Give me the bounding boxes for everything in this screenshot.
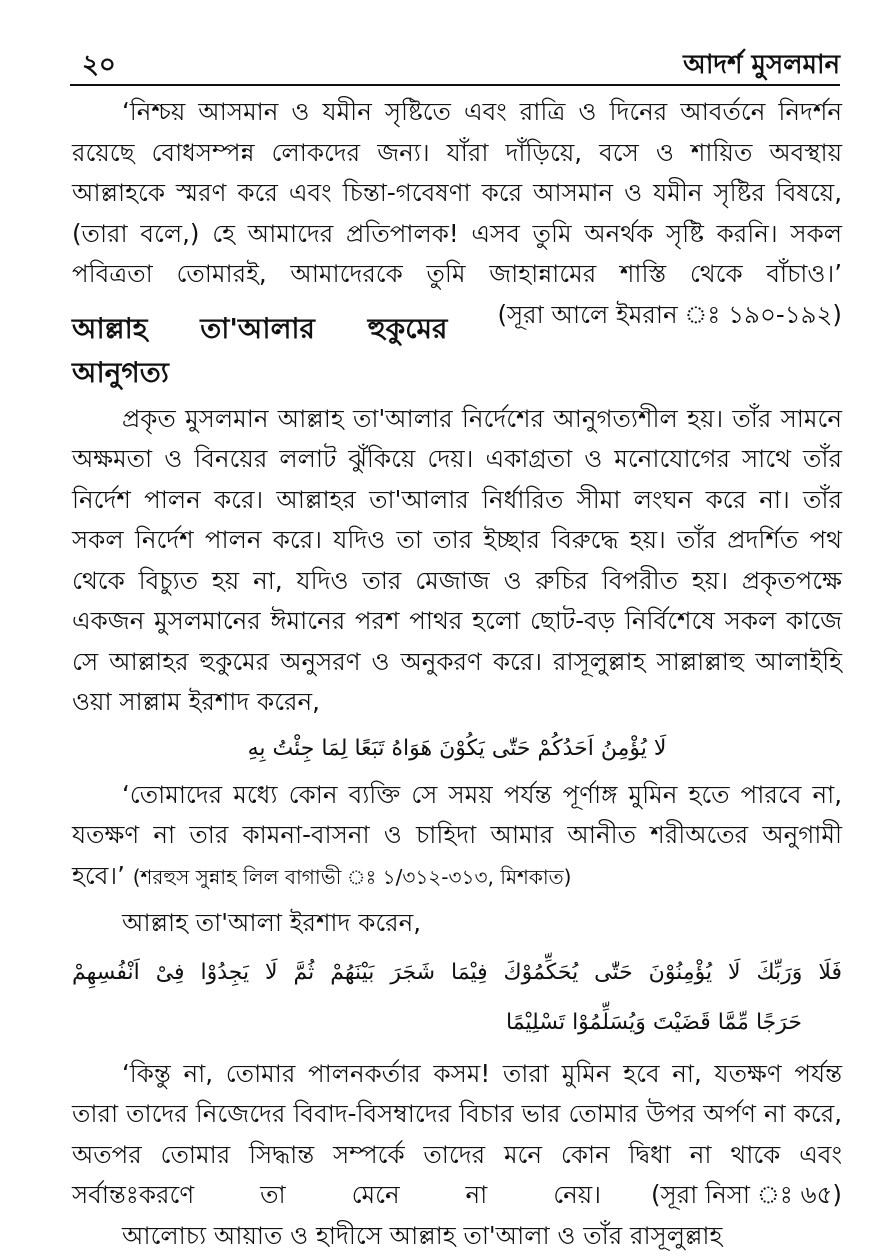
quran-translation-paragraph: [72, 92, 842, 329]
ayah-translation-paragraph: [72, 1054, 842, 1216]
hadith-translation-paragraph: [72, 775, 842, 898]
paragraph-text: ‘নিশ্চয় আসমান ও যমীন সৃষ্টিতে এবং রাত্রি ও দিনের আবর্তনে নিদর্শন রয়েছে বোধসম্পন্ন লোকদের জন্য। যাঁরা দাঁড়িয়ে, বসে ও শায়িত অবস্থায় আল্লাহকে স্মরণ করে এবং চিন্তা-গবেষণা করে আসমান ও যমীন সৃষ্টির বিষয়ে, (তারা বলে,) হে আমাদের প্রতিপালক! এসব তুমি অনর্থক সৃষ্টি করনি। সকল পবিত্রতা তোমারই, আমাদেরকে তুমি জাহান্নামের শাস্তি থেকে বাঁচাও।’: [72, 97, 842, 288]
body-paragraph: আলোচ্য আয়াত ও হাদীসে আল্লাহ তা'আলা ও তাঁর রাসূলুল্লাহ: [122, 1220, 723, 1250]
citation: (সূরা নিসা ঃ ৬৫): [651, 1180, 842, 1209]
running-title: আদর্শ মুসলমান: [683, 50, 840, 80]
body-paragraph: প্রকৃত মুসলমান আল্লাহ তা'আলার নির্দেশের আনুগত্যশীল হয়। তাঁর সামনে অক্ষমতা ও বিনয়ের ললাট ঝুঁকিয়ে দেয়। একাগ্রতা ও মনোযোগের সাথে তাঁর নির্দেশ পালন করে। আল্লাহর তা'আলার নির্ধারিত সীমা লংঘন করে না। তাঁর সকল নির্দেশ পালন করে। যদিও তা তার ইচ্ছার বিরুদ্ধে হয়। তাঁর প্রদর্শিত পথ থেকে বিচ্যুত হয় না, যদিও তার মেজাজ ও রুচির বিপরীত হয়। প্রকৃতপক্ষে একজন মুসলমানের ঈমানের পরশ পাথর হলো ছোট-বড় নির্বিশেষে সকল কাজে সে আল্লাহর হুকুমের অনুসরণ ও অনুকরণ করে। রাসূলুল্লাহ সাল্লাল্লাহু আলাইহি ওয়া সাল্লাম ইরশাদ করেন,: [72, 403, 842, 716]
page-number: ২০: [82, 50, 116, 80]
arabic-ayah-line: حَرَجًا مِّمَّا قَضَيْتَ وَيُسَلِّمُوْا تَسْلِيْمًا: [505, 1009, 802, 1035]
page-body: [72, 92, 842, 1256]
page-header: [70, 40, 840, 80]
arabic-hadith: لَا يُؤْمِنُ اَحَدُكُمْ حَتّٰى يَكُوْنَ هَوَاهُ تَبَعًا لِمَا جِئْتُ بِهِ: [247, 735, 667, 761]
header-rule: [70, 84, 840, 86]
arabic-ayah: [72, 948, 842, 1048]
paragraph-text: ‘কিন্তু না, তোমার পালনকর্তার কসম! তারা মুমিন হবে না, যতক্ষণ পর্যন্ত তারা তাদের নিজেদের বিবাদ-বিসম্বাদের বিচার ভার তোমার উপর অর্পণ না করে, অতপর তোমার সিদ্ধান্ত সম্পর্কে তাদের মনে কোন দ্বিধা না থাকে এবং সর্বান্তঃকরণে তা মেনে না নেয়।: [72, 1058, 842, 1209]
body-paragraph: আল্লাহ তা'আলা ইরশাদ করেন,: [122, 908, 422, 937]
section-heading: আল্লাহ তা'আলার হুকুমের আনুগত্য: [72, 311, 448, 389]
paragraph-text: ‘তোমাদের মধ্যে কোন ব্যক্তি সে সময় পর্যন্ত পূর্ণাঙ্গ মুমিন হতে পারবে না, যতক্ষণ না তার কামনা-বাসনা ও চাহিদা আমার আনীত শরীঅতের অনুগামী হবে।’: [72, 779, 842, 890]
citation: (সূরা আলে ইমরান ঃ ১৯০-১৯২): [497, 299, 842, 329]
citation: (শরহুস সুন্নাহ লিল বাগাভী ঃ ১/৩১২-৩১৩, মিশকাত): [132, 864, 572, 889]
arabic-ayah-line: فَلَا وَرَبِّكَ لَا يُؤْمِنُوْنَ حَتّٰى يُحَكِّمُوْكَ فِيْمَا شَجَرَ بَيْنَهُمْ ثُمَّ لَا يَجِدُوْا فِىْ اَنْفُسِهِمْ: [72, 959, 842, 985]
